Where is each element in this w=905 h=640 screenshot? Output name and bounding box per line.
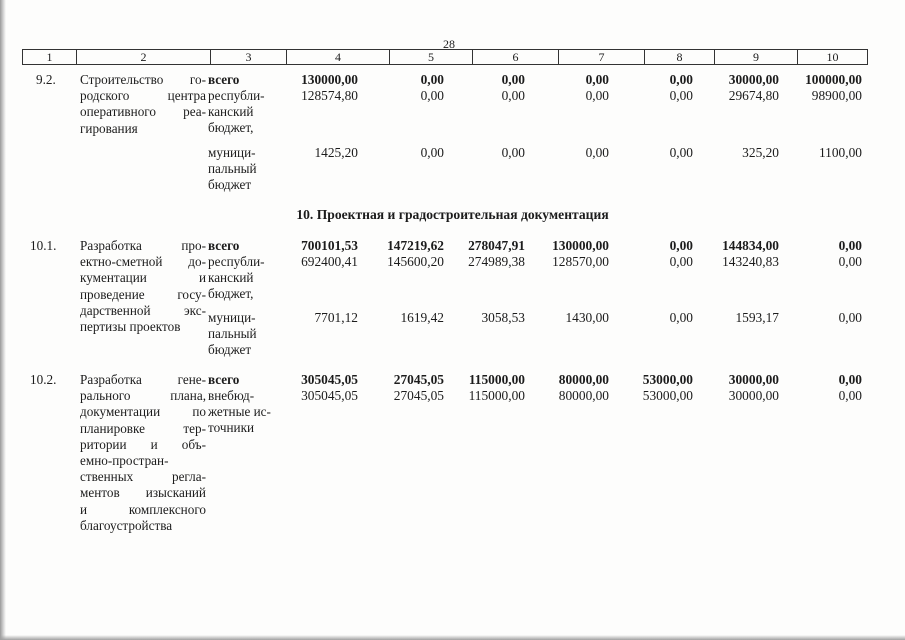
value-cell: 278047,91 bbox=[468, 238, 525, 253]
row-number: 9.2. bbox=[36, 72, 56, 87]
col-header-1: 1 bbox=[23, 50, 77, 65]
col-header-7: 7 bbox=[559, 50, 645, 65]
row-name-line: ственных регла- bbox=[80, 469, 206, 485]
value-cell: 130000,00 bbox=[301, 72, 358, 87]
funding-source-label: всего bbox=[208, 372, 240, 387]
row-name-line: благоустройства bbox=[80, 517, 173, 533]
value-cell: 0,00 bbox=[838, 238, 862, 253]
col-header-3: 3 bbox=[211, 50, 287, 65]
value-cell: 325,20 bbox=[742, 145, 779, 160]
value-cell: 0,00 bbox=[838, 388, 862, 403]
value-cell: 30000,00 bbox=[728, 388, 779, 403]
col-header-5: 5 bbox=[390, 50, 473, 65]
row-name-line: емно-простран- bbox=[80, 453, 169, 469]
value-cell: 7701,12 bbox=[314, 310, 358, 325]
value-cell: 27045,05 bbox=[393, 388, 444, 403]
value-cell: 128574,80 bbox=[301, 88, 358, 103]
value-cell: 128570,00 bbox=[552, 254, 609, 269]
value-cell: 0,00 bbox=[420, 88, 444, 103]
value-cell: 30000,00 bbox=[728, 372, 779, 387]
value-cell: 0,00 bbox=[669, 72, 693, 87]
value-cell: 130000,00 bbox=[552, 238, 609, 253]
value-cell: 305045,05 bbox=[301, 372, 358, 387]
value-cell: 0,00 bbox=[838, 254, 862, 269]
value-cell: 115000,00 bbox=[468, 388, 525, 403]
value-cell: 147219,62 bbox=[387, 238, 444, 253]
value-cell: 0,00 bbox=[501, 145, 525, 160]
row-number: 10.2. bbox=[30, 372, 57, 387]
value-cell: 80000,00 bbox=[558, 372, 609, 387]
value-cell: 1593,17 bbox=[735, 310, 779, 325]
funding-source-label: внебюд- жетные ис- точники bbox=[208, 388, 271, 436]
value-cell: 0,00 bbox=[420, 72, 444, 87]
row-name-line: проведение госу- bbox=[80, 286, 206, 302]
value-cell: 0,00 bbox=[420, 145, 444, 160]
value-cell: 29674,80 bbox=[728, 88, 779, 103]
value-cell: 274989,38 bbox=[468, 254, 525, 269]
row-name-line: и комплексного bbox=[80, 501, 206, 517]
value-cell: 700101,53 bbox=[301, 238, 358, 253]
row-name-line: рального плана, bbox=[80, 388, 206, 404]
scan-edge bbox=[0, 0, 6, 640]
value-cell: 98900,00 bbox=[811, 88, 862, 103]
value-cell: 30000,00 bbox=[728, 72, 779, 87]
value-cell: 0,00 bbox=[501, 88, 525, 103]
value-cell: 0,00 bbox=[669, 88, 693, 103]
row-name-line: ритории и объ- bbox=[80, 436, 206, 452]
section-title: 10. Проектная и градостроительная документация bbox=[296, 207, 609, 222]
row-name-line: Строительство го- bbox=[80, 72, 206, 87]
value-cell: 0,00 bbox=[669, 238, 693, 253]
value-cell: 1425,20 bbox=[314, 145, 358, 160]
row-name-line: оперативного реа- bbox=[80, 104, 206, 120]
row-name bbox=[80, 372, 206, 534]
funding-source-label: всего bbox=[208, 238, 240, 253]
value-cell: 0,00 bbox=[838, 310, 862, 325]
row-name-line: дарственной экс- bbox=[80, 302, 206, 318]
value-cell: 53000,00 bbox=[642, 388, 693, 403]
value-cell: 115000,00 bbox=[468, 372, 525, 387]
row-name-line: кументации и bbox=[80, 270, 206, 286]
row-name-line: планировке тер- bbox=[80, 420, 206, 436]
value-cell: 0,00 bbox=[669, 145, 693, 160]
value-cell: 0,00 bbox=[585, 145, 609, 160]
col-header-6: 6 bbox=[473, 50, 559, 65]
value-cell: 53000,00 bbox=[642, 372, 693, 387]
value-cell: 0,00 bbox=[838, 372, 862, 387]
value-cell: 692400,41 bbox=[301, 254, 358, 269]
value-cell: 80000,00 bbox=[558, 388, 609, 403]
value-cell: 0,00 bbox=[585, 88, 609, 103]
value-cell: 0,00 bbox=[585, 72, 609, 87]
col-header-4: 4 bbox=[287, 50, 390, 65]
row-name-line: ментов изысканий bbox=[80, 485, 206, 501]
scan-bottom-edge bbox=[0, 635, 905, 640]
column-header-row bbox=[22, 49, 868, 65]
value-cell: 0,00 bbox=[501, 72, 525, 87]
value-cell: 1100,00 bbox=[818, 145, 862, 160]
row-name-line: документации по bbox=[80, 404, 206, 420]
funding-source-label: республи- канский бюджет, bbox=[208, 254, 265, 302]
row-name-line: родского центра bbox=[80, 88, 206, 104]
value-cell: 0,00 bbox=[669, 254, 693, 269]
value-cell: 305045,05 bbox=[301, 388, 358, 403]
row-number: 10.1. bbox=[30, 238, 57, 253]
col-header-2: 2 bbox=[77, 50, 211, 65]
row-name bbox=[80, 72, 206, 137]
row-name-line: ектно-сметной до- bbox=[80, 254, 206, 270]
row-name-line: гирования bbox=[80, 120, 138, 136]
value-cell: 0,00 bbox=[669, 310, 693, 325]
col-header-10: 10 bbox=[798, 50, 868, 65]
funding-source-label: муници- пальный бюджет bbox=[208, 145, 257, 193]
value-cell: 143240,83 bbox=[722, 254, 779, 269]
value-cell: 27045,05 bbox=[393, 372, 444, 387]
funding-source-label: республи- канский бюджет, bbox=[208, 88, 265, 136]
value-cell: 144834,00 bbox=[722, 238, 779, 253]
value-cell: 100000,00 bbox=[805, 72, 862, 87]
value-cell: 1430,00 bbox=[565, 310, 609, 325]
funding-source-label: всего bbox=[208, 72, 240, 87]
col-header-9: 9 bbox=[715, 50, 798, 65]
row-name-line: Разработка гене- bbox=[80, 372, 206, 387]
col-header-8: 8 bbox=[645, 50, 715, 65]
value-cell: 1619,42 bbox=[400, 310, 444, 325]
row-name-line: Разработка про- bbox=[80, 238, 206, 253]
value-cell: 3058,53 bbox=[481, 310, 525, 325]
row-name-line: пертизы проектов bbox=[80, 319, 181, 335]
funding-source-label: муници- пальный бюджет bbox=[208, 310, 257, 358]
value-cell: 145600,20 bbox=[387, 254, 444, 269]
row-name bbox=[80, 238, 206, 335]
page-number: 28 bbox=[443, 37, 455, 51]
